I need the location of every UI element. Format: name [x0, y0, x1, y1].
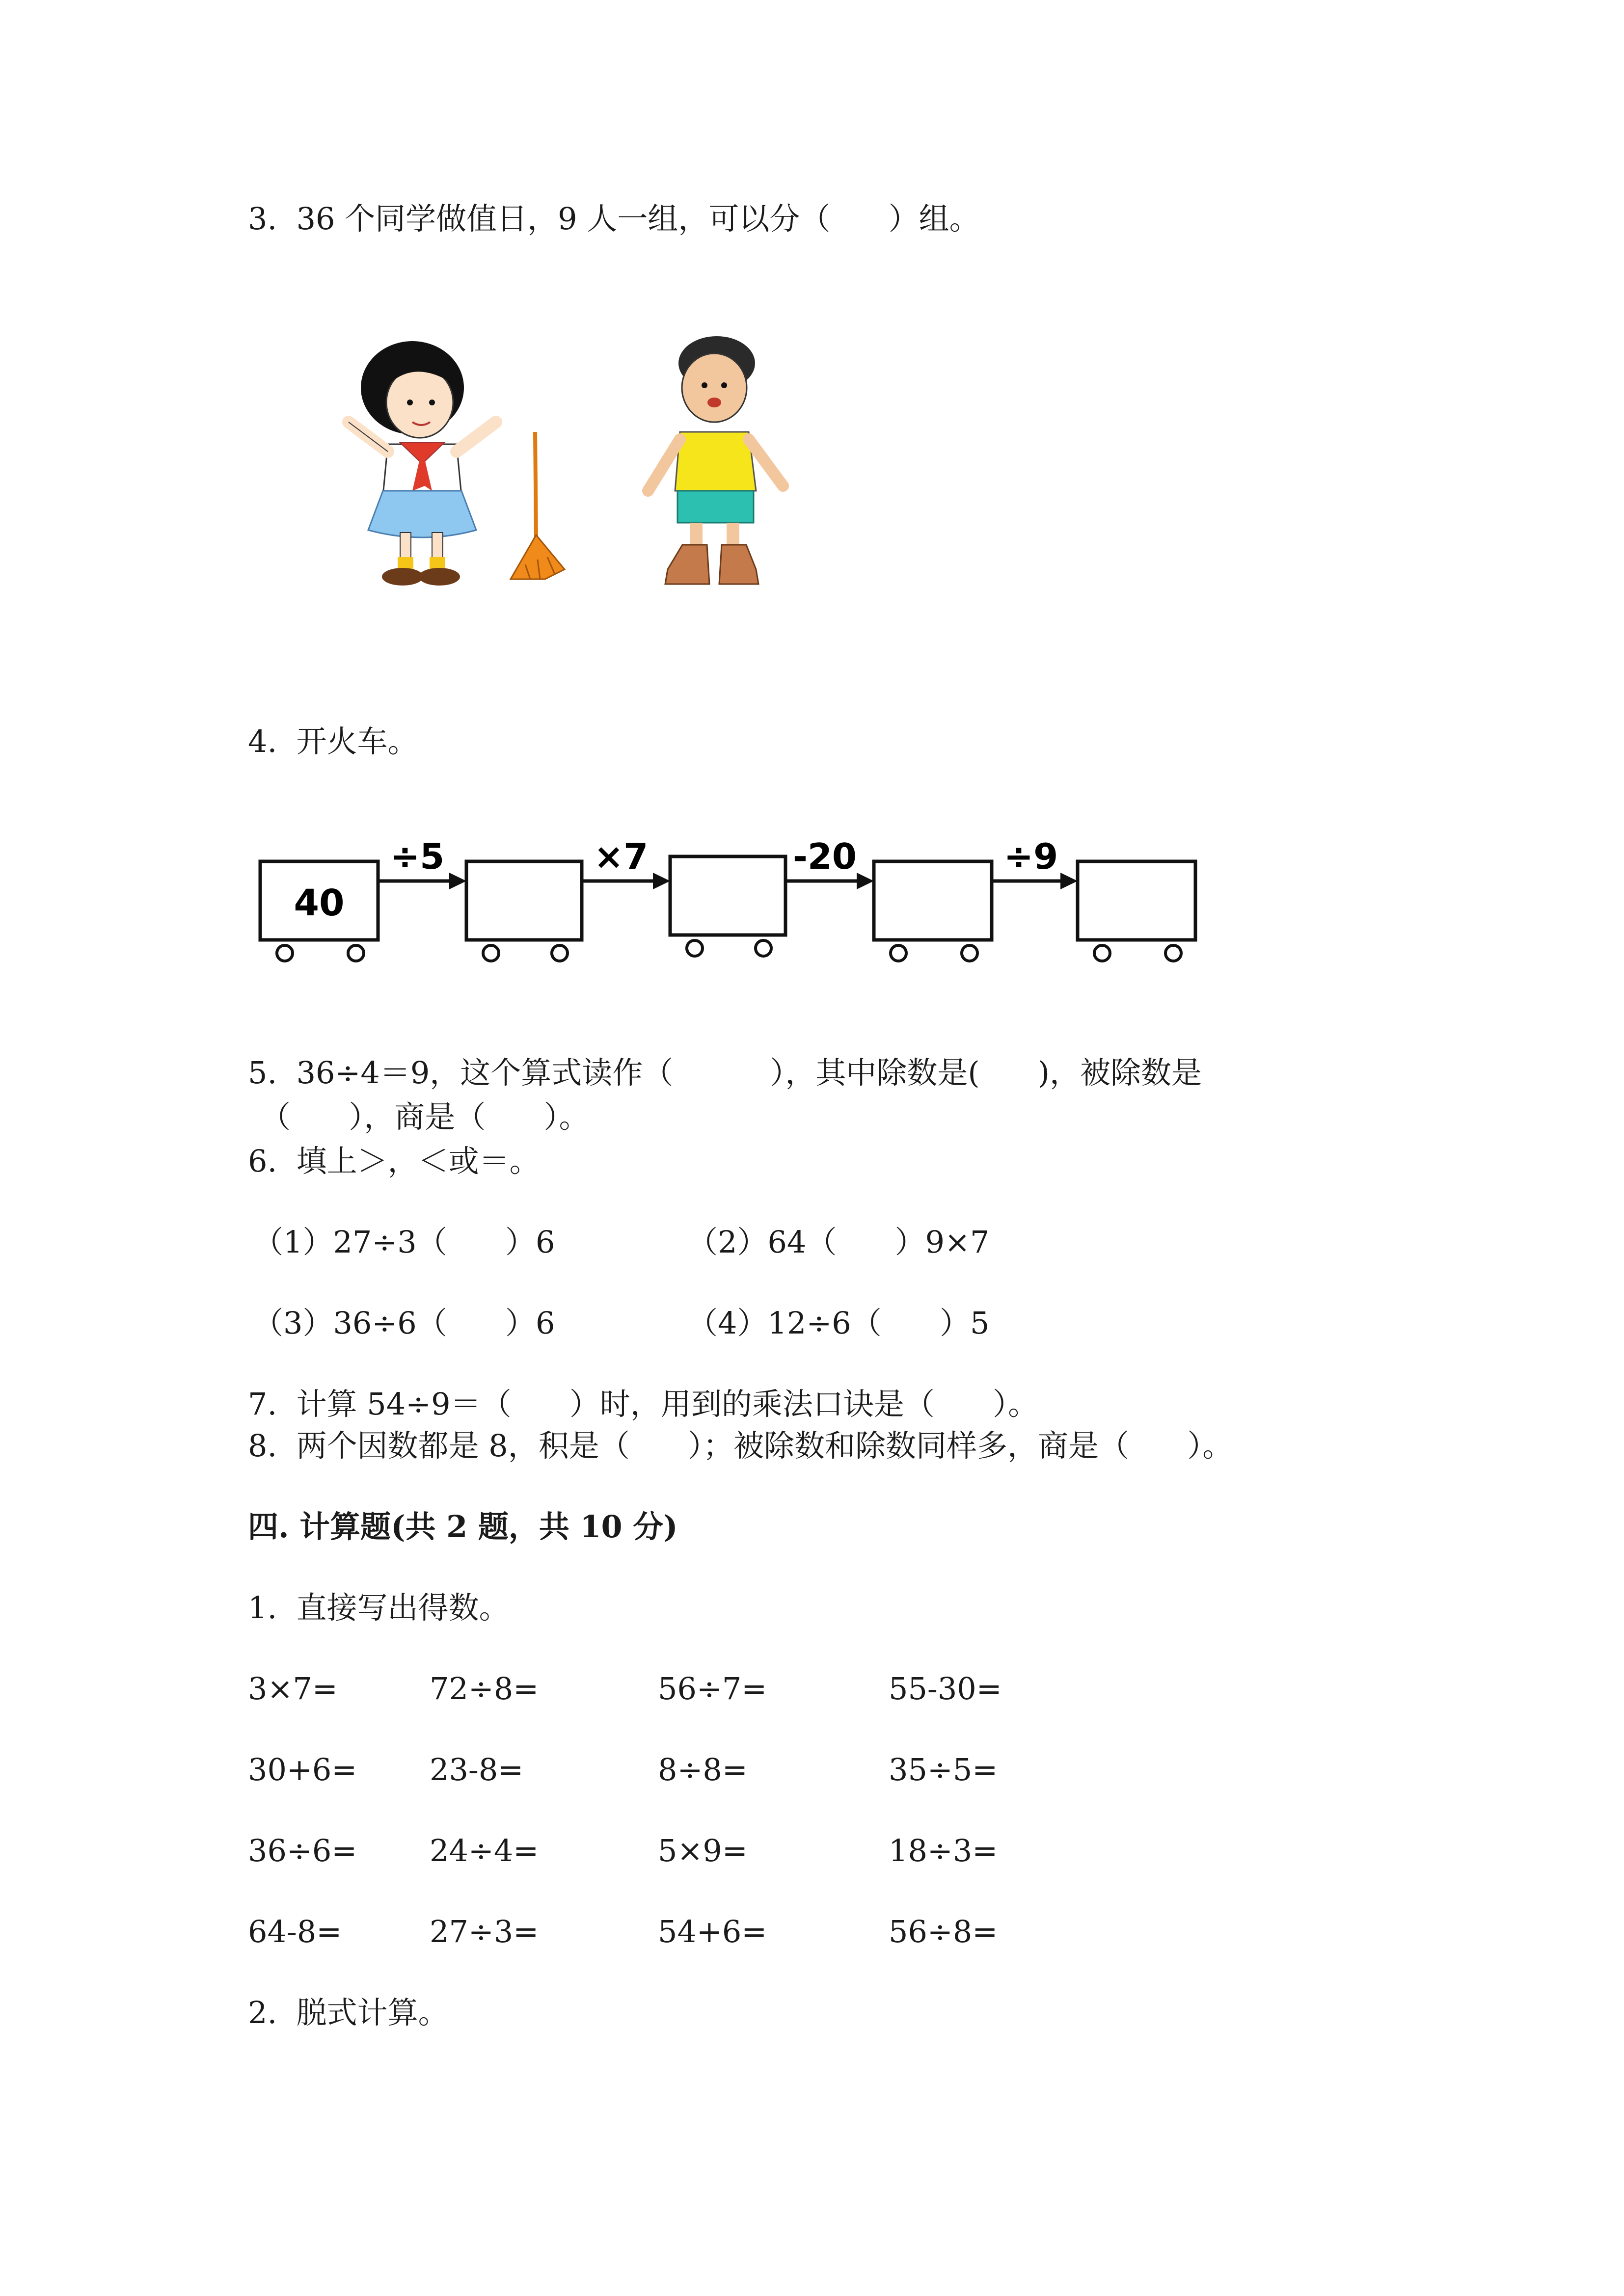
- calc-cell: 54+6=: [658, 1914, 767, 1949]
- question-6-item-1: （1）27÷3（ ）6: [253, 1224, 555, 1260]
- calc-cell: 8÷8=: [658, 1752, 748, 1788]
- train-op-4: ÷9: [1003, 836, 1058, 877]
- question-6-title: 6. 填上＞，＜或＝。: [248, 1143, 540, 1179]
- calc-cell: 36÷6=: [248, 1833, 357, 1869]
- train-arrow-4: [993, 836, 1078, 889]
- question-7: 7. 计算 54÷9＝（ ）时，用到的乘法口诀是（ ）。: [248, 1386, 1039, 1422]
- calc-1-title: 1. 直接写出得数。: [248, 1590, 510, 1626]
- train-wagon-5: [1078, 861, 1195, 961]
- train-op-3: -20: [792, 836, 857, 877]
- calc-cell: 72÷8=: [430, 1671, 539, 1707]
- calc-cell: 18÷3=: [889, 1833, 998, 1869]
- duty-illustration: [314, 334, 795, 609]
- train-arrow-1: [379, 836, 466, 889]
- train-diagram: [250, 834, 1222, 972]
- question-8: 8. 两个因数都是 8，积是（ ）；被除数和除数同样多，商是（ ）。: [248, 1428, 1233, 1464]
- train-arrow-2: [583, 836, 670, 889]
- calc-cell: 35÷5=: [889, 1752, 998, 1788]
- calc-cell: 3×7=: [248, 1671, 338, 1707]
- question-3: 3. 36 个同学做值日，9 人一组，可以分（ ）组。: [248, 201, 980, 237]
- train-op-2: ×7: [594, 836, 649, 877]
- calc-2-title: 2. 脱式计算。: [248, 1995, 449, 2030]
- train-wagon-4: [874, 861, 992, 961]
- question-4-title: 4. 开火车。: [248, 723, 418, 759]
- question-5-line-1: 5. 36÷4＝9，这个算式读作（ ），其中除数是( )，被除数是: [248, 1055, 1202, 1091]
- calc-cell: 30+6=: [248, 1752, 357, 1788]
- calc-cell: 55-30=: [889, 1671, 1002, 1707]
- calc-cell: 56÷7=: [658, 1671, 767, 1707]
- girl-icon: [349, 341, 496, 586]
- calc-cell: 24÷4=: [430, 1833, 539, 1869]
- train-wagon-3: [670, 856, 785, 956]
- question-5-line-2: （ ），商是（ ）。: [260, 1099, 590, 1135]
- boy-icon: [648, 336, 783, 584]
- calc-cell: 64-8=: [248, 1914, 342, 1949]
- question-6-item-3: （3）36÷6（ ）6: [253, 1305, 555, 1341]
- train-op-1: ÷5: [390, 836, 445, 877]
- train-wagon-2: [466, 861, 582, 961]
- section-4-title: 四. 计算题(共 2 题，共 10 分): [248, 1509, 678, 1545]
- question-6-item-2: （2）64（ ）9×7: [687, 1224, 990, 1260]
- train-arrow-3: [786, 836, 874, 889]
- calc-cell: 27÷3=: [430, 1914, 539, 1949]
- train-wagon-1: [260, 861, 378, 961]
- calc-cell: 5×9=: [658, 1833, 748, 1869]
- broom-icon: [511, 432, 565, 579]
- question-6-item-4: （4）12÷6（ ）5: [687, 1305, 990, 1341]
- calc-cell: 56÷8=: [889, 1914, 998, 1949]
- calc-cell: 23-8=: [430, 1752, 524, 1788]
- train-start-number: 40: [294, 882, 345, 924]
